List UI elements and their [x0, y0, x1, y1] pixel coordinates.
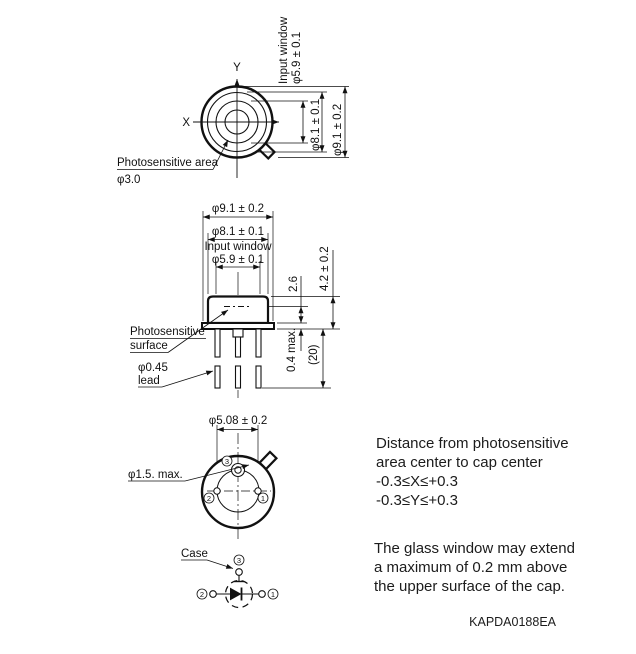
top-flange-dim: φ9.1 ± 0.2: [332, 103, 344, 156]
document-number: KAPDA0188EA: [469, 615, 556, 629]
photosensitive-area-label: Photosensitive area: [117, 157, 219, 169]
circuit-schematic: [181, 548, 278, 608]
case-callout: [181, 548, 233, 569]
case-label: Case: [181, 548, 208, 560]
pin-circle-dim: φ5.08 ± 0.2: [208, 415, 268, 427]
note-distance-line: area center to cap center: [376, 454, 543, 471]
photosensitive-surface-label-2: surface: [130, 340, 168, 352]
cap-flange: [202, 323, 274, 329]
standoff-dim: 0.4 max.: [286, 327, 298, 372]
schematic-pin1-number: 1: [270, 590, 276, 599]
photodiode-triangle: [230, 588, 242, 601]
pin2-number: 2: [206, 494, 212, 503]
lead-dia-label: φ0.45: [138, 362, 168, 374]
note-distance-line: Distance from photosensitive: [376, 435, 569, 452]
photosensitive-surface-label-1: Photosensitive: [130, 326, 205, 338]
pin1-number: 1: [260, 494, 266, 503]
top-input-window-label: Input window: [278, 16, 290, 84]
lead-length-dim: (20): [308, 344, 320, 365]
top-cap-dim: φ8.1 ± 0.1: [310, 98, 322, 151]
side-flange-dim: φ9.1 ± 0.2: [211, 203, 265, 215]
side-input-window-dim: φ5.9 ± 0.1: [211, 254, 265, 266]
side-view: [130, 203, 340, 398]
pin3-seal-dim: φ1.5. max.: [128, 469, 183, 481]
axis-y-label: Y: [233, 62, 241, 74]
cap-body: [208, 297, 268, 324]
side-cap-dim: φ8.1 ± 0.1: [211, 226, 265, 238]
lead-insulator: [233, 329, 243, 337]
note-glass-line: a maximum of 0.2 mm above: [374, 559, 568, 576]
axis-x-label: X: [182, 117, 190, 129]
cap-height-dim: 4.2 ± 0.2: [319, 246, 331, 291]
note-distance-line: -0.3≤X≤+0.3: [376, 473, 458, 490]
photosensitive-area-dim: φ3.0: [117, 174, 141, 186]
schematic-pin3-number: 3: [236, 556, 242, 565]
pin2-lead: [214, 488, 220, 494]
note-glass-line: the upper surface of the cap.: [374, 578, 565, 595]
pin3-number: 3: [224, 457, 230, 466]
top-view: [117, 16, 349, 186]
top-input-window-dim: φ5.9 ± 0.1: [291, 31, 303, 84]
note-glass-line: The glass window may extend: [374, 540, 575, 557]
schematic-pin2-number: 2: [199, 590, 205, 599]
surface-depth-dim: 2.6: [288, 276, 300, 292]
bottom-view: [128, 415, 276, 540]
note-distance-line: -0.3≤Y≤+0.3: [376, 492, 458, 509]
side-input-window-label: Input window: [204, 241, 272, 253]
lead-label: lead: [138, 375, 160, 387]
terminal-2: [210, 591, 217, 598]
lead-diameter-callout: [138, 362, 213, 387]
case-terminal: [236, 569, 243, 576]
leads: [215, 329, 261, 388]
note-distance: [376, 434, 569, 510]
terminal-1: [259, 591, 266, 598]
note-glass-window: [374, 539, 575, 596]
